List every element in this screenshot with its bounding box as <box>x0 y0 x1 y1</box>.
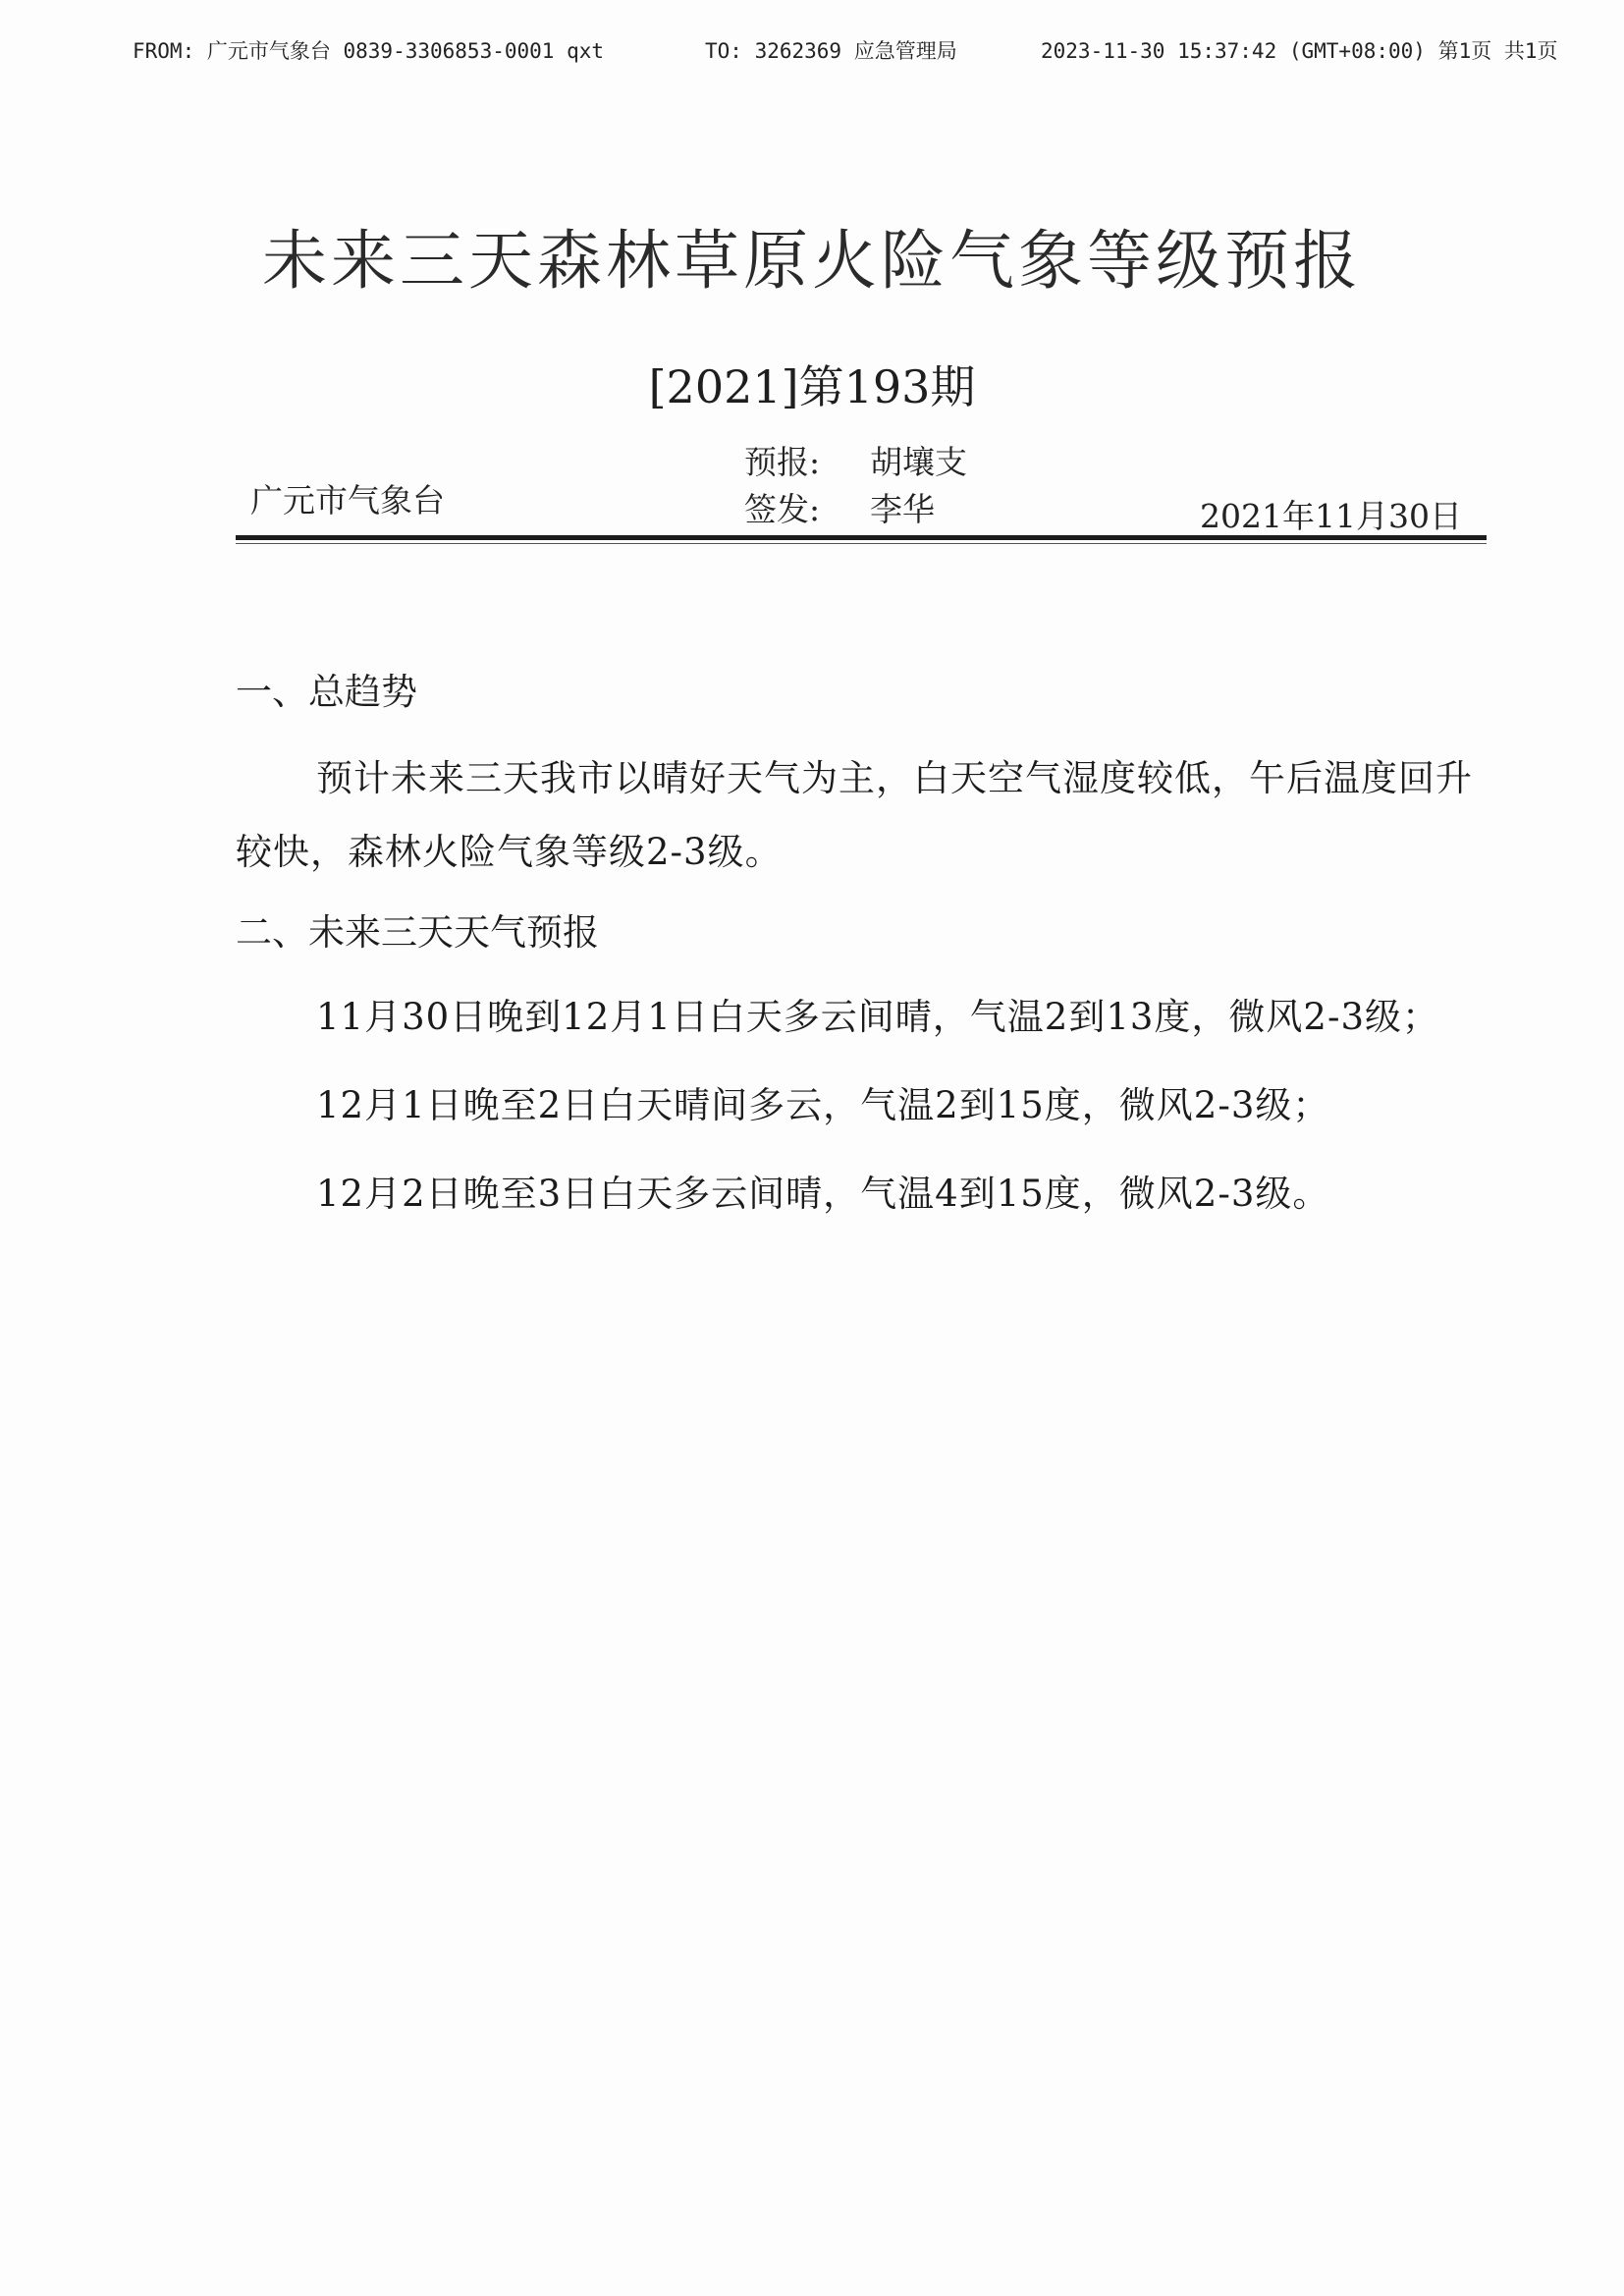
forecaster-label: 预报: <box>744 443 821 481</box>
fax-timestamp: 2023-11-30 15:37:42 (GMT+08:00) 第1页 共1页 <box>1041 39 1558 63</box>
issue-date: 2021年11月30日 <box>1200 497 1462 535</box>
issuer-label: 签发: <box>744 490 821 528</box>
section-heading-forecast: 二、未来三天天气预报 <box>236 911 599 954</box>
fax-header <box>0 29 1624 69</box>
header-divider-thick <box>236 535 1487 540</box>
trend-paragraph: 预计未来三天我市以晴好天气为主，白天空气湿度较低，午后温度回升较快，森林火险气象等级2-3级。 <box>236 757 1473 873</box>
issuing-organization: 广元市气象台 <box>250 481 445 519</box>
forecaster-name: 胡壤支 <box>870 443 967 481</box>
forecast-list <box>236 980 1492 1230</box>
issue-number: [2021]第193期 <box>648 360 976 413</box>
document-title: 未来三天森林草原火险气象等级预报 <box>262 223 1362 299</box>
forecast-day-1: 11月30日晚到12月1日白天多云间晴，气温2到13度，微风2-3级； <box>316 996 1439 1038</box>
forecast-day-2: 12月1日晚至2日白天晴间多云，气温2到15度，微风2-3级； <box>316 1084 1330 1126</box>
forecast-day-3: 12月2日晚至3日白天多云间晴，气温4到15度，微风2-3级。 <box>316 1173 1330 1215</box>
issuer-name: 李华 <box>870 490 935 528</box>
fax-to: TO: 3262369 应急管理局 <box>705 39 957 63</box>
header-divider-thin <box>236 543 1487 544</box>
fax-from: FROM: 广元市气象台 0839-3306853-0001 qxt <box>133 39 605 63</box>
section-heading-trend: 一、总趋势 <box>236 671 417 713</box>
